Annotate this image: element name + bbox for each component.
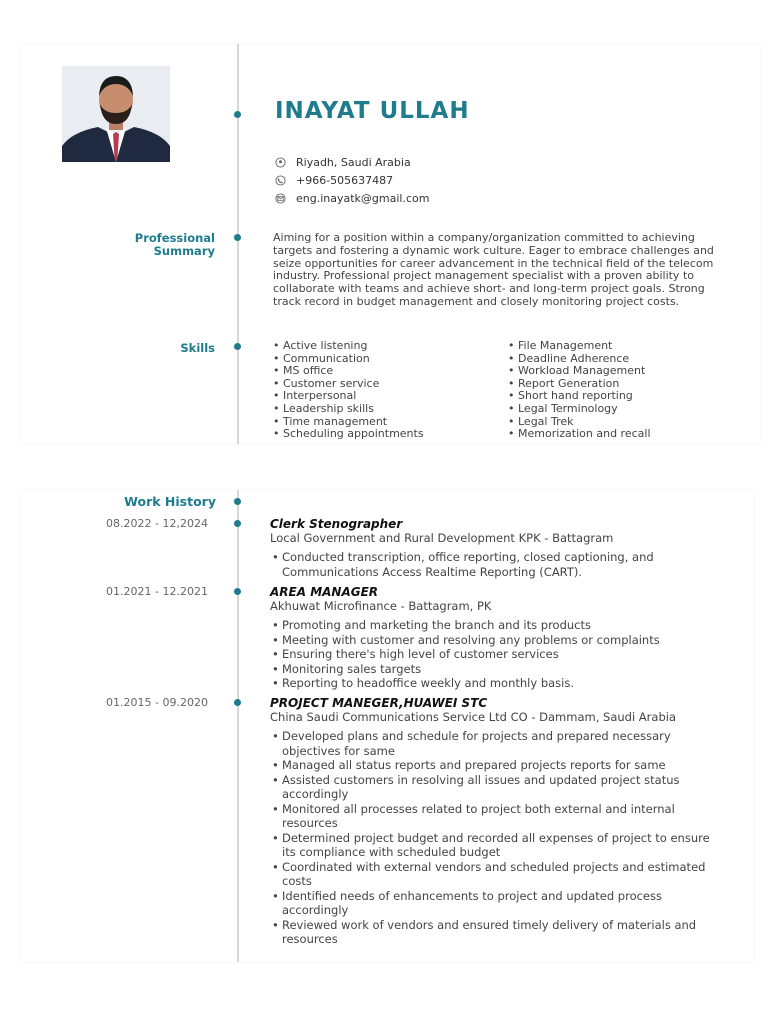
resume-page-2 bbox=[20, 490, 754, 962]
job-entry bbox=[270, 585, 720, 691]
list-item: • Conducted transcription, office reporting, closed captioning, and Communications Access Realtime Reporting (CART). bbox=[270, 550, 720, 579]
job-dates: 01.2021 - 12.2021 bbox=[106, 585, 208, 598]
summary-heading-line1: Professional bbox=[134, 231, 215, 245]
timeline-dot bbox=[234, 234, 241, 241]
list-item: • Time management bbox=[273, 416, 424, 429]
list-item: • Workload Management bbox=[508, 365, 651, 378]
resume-page-1 bbox=[20, 44, 760, 444]
job-title: AREA MANAGER bbox=[270, 585, 379, 599]
list-item: • Interpersonal bbox=[273, 390, 424, 403]
timeline-dot bbox=[234, 588, 241, 595]
list-item: • Monitoring sales targets bbox=[270, 662, 720, 677]
list-item: • Short hand reporting bbox=[508, 390, 651, 403]
candidate-name: INAYAT ULLAH bbox=[275, 98, 470, 124]
profile-photo bbox=[62, 66, 170, 162]
work-history-heading: Work History bbox=[124, 494, 216, 509]
timeline-dot bbox=[234, 699, 241, 706]
job-organization: Local Government and Rural Development KPK - Battagram bbox=[270, 531, 614, 545]
list-item: • Assisted customers in resolving all issues and updated project status accordingly bbox=[270, 773, 720, 802]
job-bullets bbox=[270, 729, 720, 947]
summary-heading bbox=[135, 232, 215, 258]
job-entry bbox=[270, 696, 720, 947]
timeline-dot bbox=[234, 343, 241, 350]
skills-heading: Skills bbox=[180, 341, 215, 355]
job-organization: China Saudi Communications Service Ltd CO - Dammam, Saudi Arabia bbox=[270, 710, 676, 724]
location-text: Riyadh, Saudi Arabia bbox=[296, 156, 411, 169]
phone-icon bbox=[275, 175, 286, 186]
skills-list-right bbox=[508, 340, 651, 441]
email-text[interactable]: eng.inayatk@gmail.com bbox=[296, 192, 430, 205]
contact-phone bbox=[275, 174, 393, 187]
list-item: • Customer service bbox=[273, 378, 424, 391]
job-bullets bbox=[270, 550, 720, 579]
list-item: • Developed plans and schedule for projects and prepared necessary objectives for same bbox=[270, 729, 720, 758]
list-item: • Leadership skills bbox=[273, 403, 424, 416]
timeline-line bbox=[237, 44, 239, 444]
list-item: • Scheduling appointments bbox=[273, 428, 424, 441]
list-item: • Reporting to headoffice weekly and monthly basis. bbox=[270, 676, 720, 691]
summary-text: Aiming for a position within a company/organization committed to achieving targets and fostering a dynamic work culture. Eager to embrace challenges and seize opportunities for career advancement in the technical field of the telecom industry. Professional project management specialist with a proven ability to collaborate with teams and achieve short- and long-term project goals. Strong track record in budget management and closely monitoring project costs. bbox=[273, 231, 714, 308]
timeline-dot bbox=[234, 520, 241, 527]
job-dates: 08.2022 - 12,2024 bbox=[106, 517, 208, 530]
location-icon bbox=[275, 157, 286, 168]
timeline-line bbox=[237, 490, 239, 962]
timeline-dot bbox=[234, 111, 241, 118]
list-item: • Deadline Adherence bbox=[508, 353, 651, 366]
list-item: • MS office bbox=[273, 365, 424, 378]
list-item: • File Management bbox=[508, 340, 651, 353]
skills-list-left bbox=[273, 340, 424, 441]
list-item: • Legal Trek bbox=[508, 416, 651, 429]
email-icon bbox=[275, 193, 286, 204]
list-item: • Meeting with customer and resolving any problems or complaints bbox=[270, 633, 720, 648]
list-item: • Communication bbox=[273, 353, 424, 366]
list-item: • Legal Terminology bbox=[508, 403, 651, 416]
list-item: • Report Generation bbox=[508, 378, 651, 391]
contact-email[interactable] bbox=[275, 192, 429, 205]
list-item: • Ensuring there's high level of customer services bbox=[270, 647, 720, 662]
person-portrait-icon bbox=[62, 66, 170, 162]
timeline-dot bbox=[234, 498, 241, 505]
phone-text: +966-505637487 bbox=[296, 174, 394, 187]
list-item: • Identified needs of enhancements to project and updated process accordingly bbox=[270, 889, 720, 918]
job-entry bbox=[270, 517, 720, 579]
job-title: PROJECT MANEGER,HUAWEI STC bbox=[270, 696, 488, 710]
list-item: • Reviewed work of vendors and ensured timely delivery of materials and resources bbox=[270, 918, 720, 947]
job-organization: Akhuwat Microfinance - Battagram, PK bbox=[270, 599, 492, 613]
summary-heading-line2: Summary bbox=[153, 244, 215, 258]
list-item: • Promoting and marketing the branch and its products bbox=[270, 618, 720, 633]
job-title: Clerk Stenographer bbox=[270, 517, 403, 531]
list-item: • Coordinated with external vendors and scheduled projects and estimated costs bbox=[270, 860, 720, 889]
list-item: • Managed all status reports and prepared projects reports for same bbox=[270, 758, 720, 773]
list-item: • Determined project budget and recorded all expenses of project to ensure its compliance with scheduled budget bbox=[270, 831, 720, 860]
job-dates: 01.2015 - 09.2020 bbox=[106, 696, 208, 709]
job-bullets bbox=[270, 618, 720, 691]
contact-location bbox=[275, 156, 411, 169]
list-item: • Active listening bbox=[273, 340, 424, 353]
list-item: • Memorization and recall bbox=[508, 428, 651, 441]
list-item: • Monitored all processes related to project both external and internal resources bbox=[270, 802, 720, 831]
